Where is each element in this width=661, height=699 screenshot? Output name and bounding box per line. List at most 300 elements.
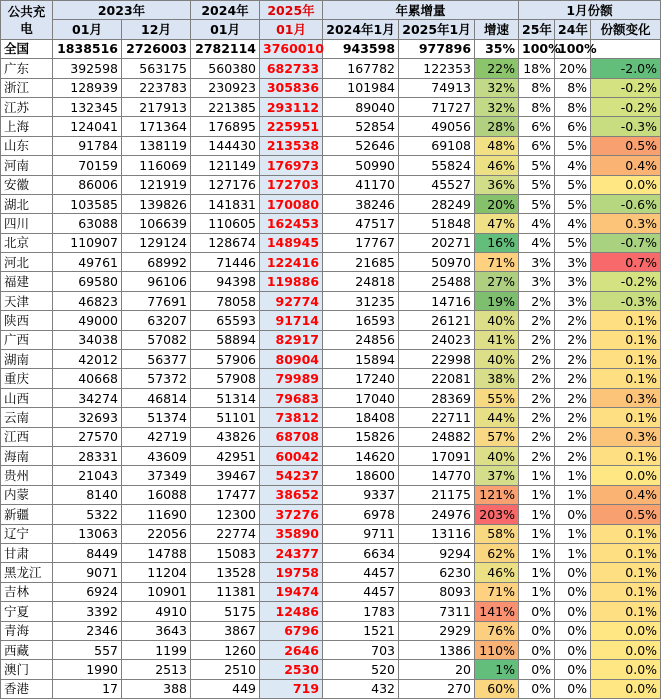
val-2024-01: 230923 bbox=[191, 78, 260, 97]
growth-cell: 203% bbox=[475, 505, 519, 524]
share-24: 1% bbox=[555, 524, 591, 543]
val-2023-12: 121919 bbox=[122, 175, 191, 194]
region-cell: 吉林 bbox=[1, 582, 53, 601]
header-region: 公共充电 bbox=[1, 1, 53, 40]
header-2024-01: 01月 bbox=[191, 20, 260, 39]
cum-2024: 4457 bbox=[323, 563, 399, 582]
share-25: 3% bbox=[519, 253, 555, 272]
growth-cell: 60% bbox=[475, 679, 519, 698]
share-24: 4% bbox=[555, 214, 591, 233]
val-2023-01: 2346 bbox=[53, 621, 122, 640]
val-2023-12: 563175 bbox=[122, 59, 191, 78]
val-2024-01: 43826 bbox=[191, 427, 260, 446]
val-2023-01: 46823 bbox=[53, 291, 122, 310]
growth-cell: 36% bbox=[475, 175, 519, 194]
table-row bbox=[1, 233, 661, 252]
table-row bbox=[1, 602, 661, 621]
share-24: 0% bbox=[555, 505, 591, 524]
share-24: 0% bbox=[555, 660, 591, 679]
cum-2024: 21685 bbox=[323, 253, 399, 272]
growth-cell: 71% bbox=[475, 582, 519, 601]
growth-cell: 110% bbox=[475, 640, 519, 659]
val-2024-01: 1260 bbox=[191, 640, 260, 659]
table-row bbox=[1, 253, 661, 272]
cum-2025: 22711 bbox=[399, 408, 475, 427]
share-25: 1% bbox=[519, 485, 555, 504]
share-25: 2% bbox=[519, 446, 555, 465]
table-row bbox=[1, 156, 661, 175]
share-change: 0.1% bbox=[591, 524, 661, 543]
val-2023-01: 9071 bbox=[53, 563, 122, 582]
cum-2024: 17240 bbox=[323, 369, 399, 388]
cum-2024: 432 bbox=[323, 679, 399, 698]
val-2023-01: 103585 bbox=[53, 194, 122, 213]
growth-cell: 35% bbox=[475, 39, 519, 58]
val-2023-01: 70159 bbox=[53, 156, 122, 175]
share-24: 2% bbox=[555, 311, 591, 330]
val-2024-01: 449 bbox=[191, 679, 260, 698]
val-2023-01: 63088 bbox=[53, 214, 122, 233]
growth-cell: 40% bbox=[475, 311, 519, 330]
region-cell: 湖南 bbox=[1, 350, 53, 369]
region-cell: 上海 bbox=[1, 117, 53, 136]
val-2024-01: 22774 bbox=[191, 524, 260, 543]
cum-2025: 28369 bbox=[399, 388, 475, 407]
val-2023-12: 217913 bbox=[122, 97, 191, 116]
region-cell: 香港 bbox=[1, 679, 53, 698]
growth-cell: 22% bbox=[475, 59, 519, 78]
cum-2025: 22998 bbox=[399, 350, 475, 369]
val-2023-12: 2513 bbox=[122, 660, 191, 679]
cum-2024: 15826 bbox=[323, 427, 399, 446]
share-25: 100% bbox=[519, 39, 555, 58]
region-cell: 新疆 bbox=[1, 505, 53, 524]
val-2024-01: 78058 bbox=[191, 291, 260, 310]
cum-2025: 9294 bbox=[399, 543, 475, 562]
table-row bbox=[1, 78, 661, 97]
header-growth: 增速 bbox=[475, 20, 519, 39]
table-row bbox=[1, 563, 661, 582]
val-2023-01: 42012 bbox=[53, 350, 122, 369]
table-row bbox=[1, 117, 661, 136]
share-change: -2.0% bbox=[591, 59, 661, 78]
region-cell: 青海 bbox=[1, 621, 53, 640]
val-2023-01: 128939 bbox=[53, 78, 122, 97]
cum-2025: 977896 bbox=[399, 39, 475, 58]
cum-2025: 24023 bbox=[399, 330, 475, 349]
val-2023-12: 223783 bbox=[122, 78, 191, 97]
share-change: 0.0% bbox=[591, 621, 661, 640]
val-2024-01: 57908 bbox=[191, 369, 260, 388]
val-2025-01: 213538 bbox=[260, 136, 323, 155]
region-cell: 广东 bbox=[1, 59, 53, 78]
val-2024-01: 57906 bbox=[191, 350, 260, 369]
share-25: 0% bbox=[519, 679, 555, 698]
val-2023-12: 22056 bbox=[122, 524, 191, 543]
val-2024-01: 176895 bbox=[191, 117, 260, 136]
val-2023-01: 28331 bbox=[53, 446, 122, 465]
val-2024-01: 94398 bbox=[191, 272, 260, 291]
cum-2025: 20271 bbox=[399, 233, 475, 252]
val-2025-01: 148945 bbox=[260, 233, 323, 252]
share-24: 100% bbox=[555, 39, 591, 58]
header-2023: 2023年 bbox=[53, 1, 191, 20]
cum-2025: 7311 bbox=[399, 602, 475, 621]
header-jan-share: 1月份额 bbox=[519, 1, 661, 20]
share-25: 5% bbox=[519, 175, 555, 194]
growth-cell: 32% bbox=[475, 78, 519, 97]
growth-cell: 46% bbox=[475, 156, 519, 175]
val-2023-01: 132345 bbox=[53, 97, 122, 116]
share-change: -0.3% bbox=[591, 291, 661, 310]
share-change: 0.1% bbox=[591, 330, 661, 349]
share-24: 2% bbox=[555, 388, 591, 407]
val-2025-01: 60042 bbox=[260, 446, 323, 465]
share-24: 4% bbox=[555, 156, 591, 175]
cum-2024: 9337 bbox=[323, 485, 399, 504]
share-24: 1% bbox=[555, 466, 591, 485]
cum-2024: 89040 bbox=[323, 97, 399, 116]
val-2023-01: 13063 bbox=[53, 524, 122, 543]
share-25: 0% bbox=[519, 621, 555, 640]
region-cell: 河北 bbox=[1, 253, 53, 272]
share-change: -0.2% bbox=[591, 78, 661, 97]
share-change: 0.3% bbox=[591, 214, 661, 233]
val-2024-01: 221385 bbox=[191, 97, 260, 116]
cum-2025: 51848 bbox=[399, 214, 475, 233]
region-cell: 重庆 bbox=[1, 369, 53, 388]
share-24: 2% bbox=[555, 446, 591, 465]
table-row bbox=[1, 640, 661, 659]
table-row bbox=[1, 59, 661, 78]
val-2025-01: 719 bbox=[260, 679, 323, 698]
val-2023-01: 21043 bbox=[53, 466, 122, 485]
growth-cell: 55% bbox=[475, 388, 519, 407]
share-24: 3% bbox=[555, 291, 591, 310]
share-change: 0.0% bbox=[591, 175, 661, 194]
val-2025-01: 305836 bbox=[260, 78, 323, 97]
growth-cell: 40% bbox=[475, 446, 519, 465]
share-change: 0.1% bbox=[591, 602, 661, 621]
val-2023-12: 10901 bbox=[122, 582, 191, 601]
share-change: 0.0% bbox=[591, 660, 661, 679]
region-cell: 山西 bbox=[1, 388, 53, 407]
growth-cell: 58% bbox=[475, 524, 519, 543]
share-25: 1% bbox=[519, 466, 555, 485]
header-cumulative: 年累增量 bbox=[323, 1, 519, 20]
table-row bbox=[1, 485, 661, 504]
region-cell: 广西 bbox=[1, 330, 53, 349]
share-25: 8% bbox=[519, 78, 555, 97]
growth-cell: 44% bbox=[475, 408, 519, 427]
cum-2025: 20 bbox=[399, 660, 475, 679]
share-24: 0% bbox=[555, 602, 591, 621]
val-2023-12: 57082 bbox=[122, 330, 191, 349]
header-2025-01: 01月 bbox=[260, 20, 323, 39]
growth-cell: 46% bbox=[475, 563, 519, 582]
val-2023-12: 11690 bbox=[122, 505, 191, 524]
share-25: 2% bbox=[519, 427, 555, 446]
growth-cell: 48% bbox=[475, 136, 519, 155]
cum-2024: 47517 bbox=[323, 214, 399, 233]
val-2023-12: 388 bbox=[122, 679, 191, 698]
val-2025-01: 91714 bbox=[260, 311, 323, 330]
val-2023-01: 34274 bbox=[53, 388, 122, 407]
growth-cell: 1% bbox=[475, 660, 519, 679]
share-change: 0.5% bbox=[591, 505, 661, 524]
table-row bbox=[1, 621, 661, 640]
share-24: 0% bbox=[555, 679, 591, 698]
val-2023-12: 138119 bbox=[122, 136, 191, 155]
cum-2025: 45527 bbox=[399, 175, 475, 194]
val-2023-01: 8140 bbox=[53, 485, 122, 504]
val-2023-12: 96106 bbox=[122, 272, 191, 291]
val-2024-01: 15083 bbox=[191, 543, 260, 562]
cum-2024: 52646 bbox=[323, 136, 399, 155]
share-25: 0% bbox=[519, 602, 555, 621]
val-2023-01: 6924 bbox=[53, 582, 122, 601]
val-2023-12: 68992 bbox=[122, 253, 191, 272]
val-2023-01: 32693 bbox=[53, 408, 122, 427]
share-24: 8% bbox=[555, 97, 591, 116]
share-25: 18% bbox=[519, 59, 555, 78]
share-24: 2% bbox=[555, 330, 591, 349]
val-2025-01: 12486 bbox=[260, 602, 323, 621]
val-2023-12: 4910 bbox=[122, 602, 191, 621]
growth-cell: 32% bbox=[475, 97, 519, 116]
val-2023-01: 69580 bbox=[53, 272, 122, 291]
table-row bbox=[1, 194, 661, 213]
val-2024-01: 42951 bbox=[191, 446, 260, 465]
share-25: 1% bbox=[519, 563, 555, 582]
table-row bbox=[1, 369, 661, 388]
val-2024-01: 560380 bbox=[191, 59, 260, 78]
growth-cell: 27% bbox=[475, 272, 519, 291]
share-25: 2% bbox=[519, 330, 555, 349]
share-24: 0% bbox=[555, 563, 591, 582]
val-2023-12: 139826 bbox=[122, 194, 191, 213]
val-2023-01: 8449 bbox=[53, 543, 122, 562]
region-cell: 安徽 bbox=[1, 175, 53, 194]
val-2023-12: 43609 bbox=[122, 446, 191, 465]
table-row bbox=[1, 679, 661, 698]
region-cell: 福建 bbox=[1, 272, 53, 291]
share-24: 0% bbox=[555, 621, 591, 640]
val-2025-01: 6796 bbox=[260, 621, 323, 640]
growth-cell: 57% bbox=[475, 427, 519, 446]
table-row bbox=[1, 388, 661, 407]
region-cell: 天津 bbox=[1, 291, 53, 310]
share-change: 0.1% bbox=[591, 582, 661, 601]
val-2023-01: 124041 bbox=[53, 117, 122, 136]
growth-cell: 76% bbox=[475, 621, 519, 640]
cum-2025: 2929 bbox=[399, 621, 475, 640]
cum-2025: 26121 bbox=[399, 311, 475, 330]
share-24: 2% bbox=[555, 408, 591, 427]
share-change: -0.7% bbox=[591, 233, 661, 252]
share-24: 20% bbox=[555, 59, 591, 78]
region-cell: 西藏 bbox=[1, 640, 53, 659]
val-2023-12: 63207 bbox=[122, 311, 191, 330]
val-2023-12: 129124 bbox=[122, 233, 191, 252]
share-24: 5% bbox=[555, 194, 591, 213]
table-row bbox=[1, 97, 661, 116]
val-2025-01: 682733 bbox=[260, 59, 323, 78]
share-24: 0% bbox=[555, 640, 591, 659]
share-change: 0.1% bbox=[591, 543, 661, 562]
region-cell: 四川 bbox=[1, 214, 53, 233]
val-2025-01: 37276 bbox=[260, 505, 323, 524]
growth-cell: 16% bbox=[475, 233, 519, 252]
growth-cell: 141% bbox=[475, 602, 519, 621]
val-2023-12: 51374 bbox=[122, 408, 191, 427]
cum-2024: 167782 bbox=[323, 59, 399, 78]
cum-2024: 14620 bbox=[323, 446, 399, 465]
val-2023-01: 5322 bbox=[53, 505, 122, 524]
cum-2024: 17040 bbox=[323, 388, 399, 407]
region-cell: 甘肃 bbox=[1, 543, 53, 562]
val-2024-01: 11381 bbox=[191, 582, 260, 601]
table-row bbox=[1, 582, 661, 601]
growth-cell: 47% bbox=[475, 214, 519, 233]
val-2023-12: 16088 bbox=[122, 485, 191, 504]
cum-2024: 31235 bbox=[323, 291, 399, 310]
val-2025-01: 19758 bbox=[260, 563, 323, 582]
share-24: 3% bbox=[555, 253, 591, 272]
cum-2025: 14716 bbox=[399, 291, 475, 310]
val-2023-12: 42719 bbox=[122, 427, 191, 446]
val-2023-12: 1199 bbox=[122, 640, 191, 659]
cum-2025: 69108 bbox=[399, 136, 475, 155]
val-2024-01: 144430 bbox=[191, 136, 260, 155]
table-row bbox=[1, 446, 661, 465]
val-2024-01: 58894 bbox=[191, 330, 260, 349]
val-2025-01: 119886 bbox=[260, 272, 323, 291]
cum-2025: 50970 bbox=[399, 253, 475, 272]
cum-2024: 520 bbox=[323, 660, 399, 679]
val-2023-01: 110907 bbox=[53, 233, 122, 252]
cum-2024: 9711 bbox=[323, 524, 399, 543]
val-2023-01: 1838516 bbox=[53, 39, 122, 58]
cum-2024: 52854 bbox=[323, 117, 399, 136]
region-cell: 澳门 bbox=[1, 660, 53, 679]
share-change: 0.1% bbox=[591, 369, 661, 388]
cum-2025: 14770 bbox=[399, 466, 475, 485]
val-2025-01: 3760010 bbox=[260, 39, 323, 58]
cum-2025: 71727 bbox=[399, 97, 475, 116]
share-25: 8% bbox=[519, 97, 555, 116]
val-2023-01: 557 bbox=[53, 640, 122, 659]
val-2025-01: 19474 bbox=[260, 582, 323, 601]
cum-2025: 28249 bbox=[399, 194, 475, 213]
table-row bbox=[1, 350, 661, 369]
cum-2024: 18408 bbox=[323, 408, 399, 427]
share-change bbox=[591, 39, 661, 58]
header-row-1 bbox=[1, 1, 661, 20]
growth-cell: 62% bbox=[475, 543, 519, 562]
share-change: 0.5% bbox=[591, 136, 661, 155]
region-cell: 陕西 bbox=[1, 311, 53, 330]
val-2023-12: 77691 bbox=[122, 291, 191, 310]
cum-2025: 8093 bbox=[399, 582, 475, 601]
cum-2025: 74913 bbox=[399, 78, 475, 97]
share-24: 5% bbox=[555, 136, 591, 155]
share-change: 0.0% bbox=[591, 466, 661, 485]
val-2023-12: 46814 bbox=[122, 388, 191, 407]
val-2024-01: 51314 bbox=[191, 388, 260, 407]
growth-cell: 40% bbox=[475, 350, 519, 369]
region-cell: 黑龙江 bbox=[1, 563, 53, 582]
val-2024-01: 17477 bbox=[191, 485, 260, 504]
share-24: 3% bbox=[555, 272, 591, 291]
cum-2025: 55824 bbox=[399, 156, 475, 175]
header-row-2 bbox=[1, 20, 661, 39]
region-cell: 江苏 bbox=[1, 97, 53, 116]
cum-2024: 50990 bbox=[323, 156, 399, 175]
share-25: 6% bbox=[519, 117, 555, 136]
share-24: 5% bbox=[555, 175, 591, 194]
cum-2025: 25488 bbox=[399, 272, 475, 291]
cum-2025: 122353 bbox=[399, 59, 475, 78]
growth-cell: 20% bbox=[475, 194, 519, 213]
val-2024-01: 3867 bbox=[191, 621, 260, 640]
cum-2024: 24856 bbox=[323, 330, 399, 349]
val-2025-01: 92774 bbox=[260, 291, 323, 310]
val-2023-01: 91784 bbox=[53, 136, 122, 155]
cum-2025: 6230 bbox=[399, 563, 475, 582]
table-row bbox=[1, 408, 661, 427]
growth-cell: 71% bbox=[475, 253, 519, 272]
val-2023-12: 14788 bbox=[122, 543, 191, 562]
val-2025-01: 225951 bbox=[260, 117, 323, 136]
share-25: 2% bbox=[519, 369, 555, 388]
growth-cell: 38% bbox=[475, 369, 519, 388]
cum-2024: 18600 bbox=[323, 466, 399, 485]
val-2023-12: 2726003 bbox=[122, 39, 191, 58]
cum-2025: 22081 bbox=[399, 369, 475, 388]
region-cell: 山东 bbox=[1, 136, 53, 155]
header-2025: 2025年 bbox=[260, 1, 323, 20]
region-cell: 北京 bbox=[1, 233, 53, 252]
share-25: 1% bbox=[519, 543, 555, 562]
share-change: 0.3% bbox=[591, 388, 661, 407]
val-2025-01: 82917 bbox=[260, 330, 323, 349]
cum-2024: 38246 bbox=[323, 194, 399, 213]
val-2023-12: 56377 bbox=[122, 350, 191, 369]
growth-cell: 19% bbox=[475, 291, 519, 310]
share-25: 6% bbox=[519, 136, 555, 155]
cum-2025: 1386 bbox=[399, 640, 475, 659]
table-row bbox=[1, 311, 661, 330]
share-24: 5% bbox=[555, 233, 591, 252]
region-cell: 湖北 bbox=[1, 194, 53, 213]
cum-2024: 6978 bbox=[323, 505, 399, 524]
share-25: 0% bbox=[519, 660, 555, 679]
header-2024: 2024年 bbox=[191, 1, 260, 20]
header-2023-01: 01月 bbox=[53, 20, 122, 39]
val-2023-12: 171364 bbox=[122, 117, 191, 136]
share-change: -0.3% bbox=[591, 117, 661, 136]
header-s25: 25年 bbox=[519, 20, 555, 39]
cum-2025: 270 bbox=[399, 679, 475, 698]
cum-2024: 1521 bbox=[323, 621, 399, 640]
share-change: 0.4% bbox=[591, 156, 661, 175]
val-2023-12: 11204 bbox=[122, 563, 191, 582]
val-2023-12: 57372 bbox=[122, 369, 191, 388]
share-25: 2% bbox=[519, 291, 555, 310]
val-2025-01: 162453 bbox=[260, 214, 323, 233]
val-2024-01: 110605 bbox=[191, 214, 260, 233]
